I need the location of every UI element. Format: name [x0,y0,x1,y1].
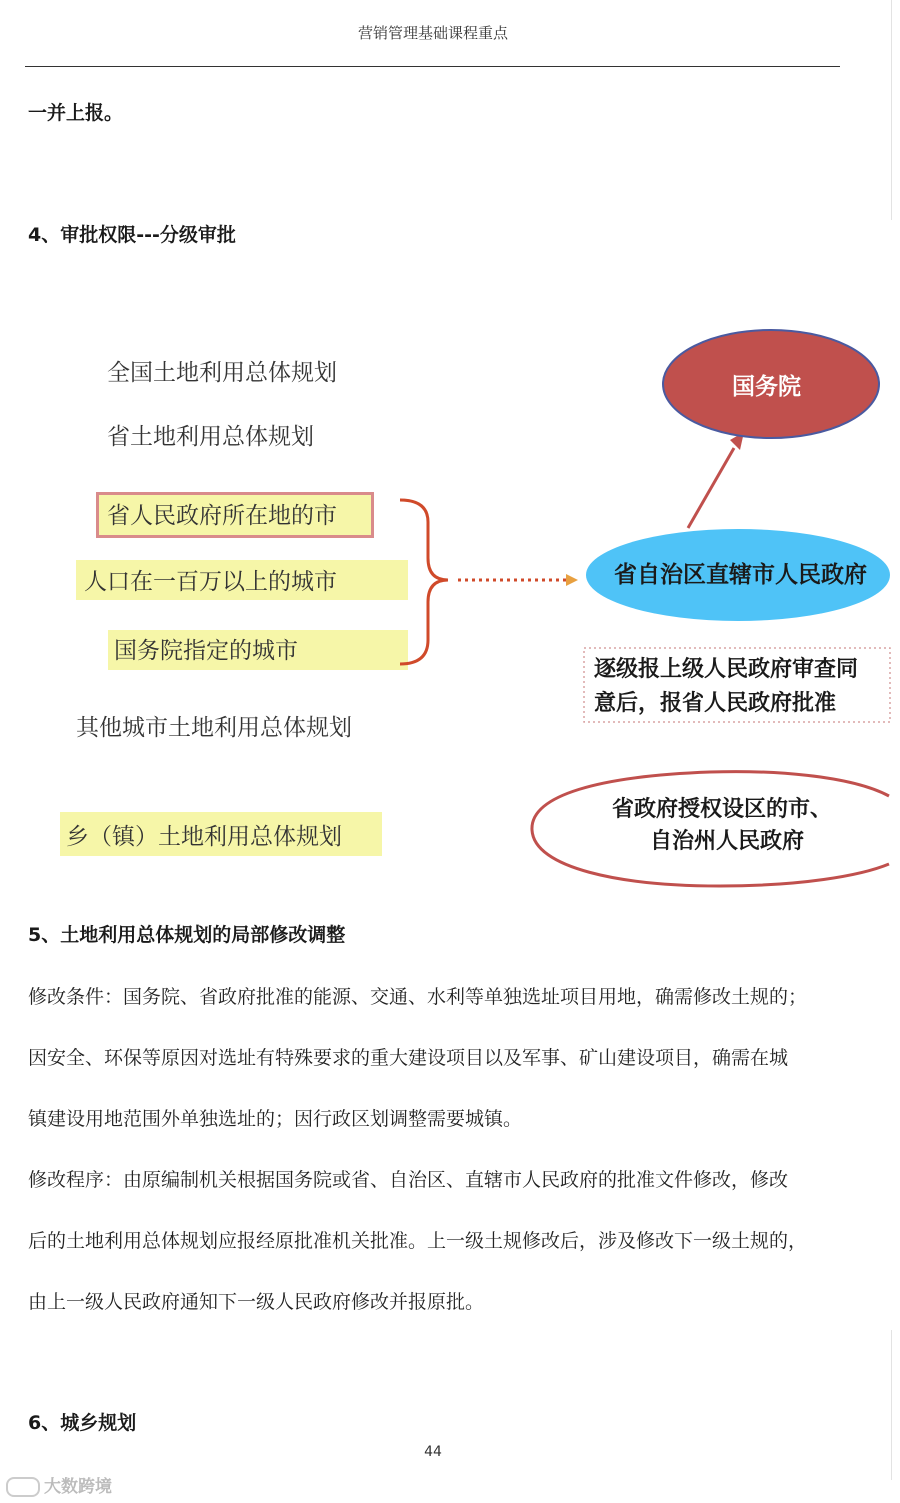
section5-line: 因安全、环保等原因对选址有特殊要求的重大建设项目以及军事、矿山建设项目，确需在城 [28,1047,789,1069]
plan-township: 乡（镇）土地利用总体规划 [66,824,342,850]
page-number: 44 [424,1444,442,1460]
plan-national: 全国土地利用总体规划 [107,360,337,386]
city-designated: 国务院指定的城市 [114,638,298,664]
page-edge [891,0,892,220]
note-stepwise-line2: 意后，报省人民政府批准 [594,691,837,716]
section5-line: 后的土地利用总体规划应报经原批准机关批准。上一级土规修改后，涉及修改下一级土规的， [28,1230,808,1252]
section5-line: 修改程序：由原编制机关根据国务院或省、自治区、直辖市人民政府的批准文件修改，修改 [28,1169,789,1191]
node-authorized-line2: 自治州人民政府 [650,829,805,854]
page-edge [891,1330,892,1480]
brace [400,500,448,664]
node-authorized-line1: 省政府授权设区的市、 [612,797,833,822]
section4-heading: 4、审批权限---分级审批 [28,224,236,246]
section5-line: 由上一级人民政府通知下一级人民政府修改并报原批。 [28,1291,485,1313]
watermark-logo-icon [6,1477,40,1497]
header-rule [25,66,840,67]
node-state-council: 国务院 [732,374,801,400]
intro-line: 一并上报。 [28,102,124,124]
up-arrow-line [688,448,734,528]
note-stepwise-line1: 逐级报上级人民政府审查同 [594,657,859,682]
dotted-arrow-head [566,574,578,586]
plan-provincial: 省土地利用总体规划 [107,424,314,450]
section5-heading: 5、土地利用总体规划的局部修改调整 [28,924,346,946]
section6-heading: 6、城乡规划 [28,1412,137,1434]
city-million: 人口在一百万以上的城市 [84,569,337,595]
city-provincial-capital: 省人民政府所在地的市 [107,503,337,529]
watermark [6,1472,112,1497]
node-provincial-gov: 省自治区直辖市人民政府 [614,562,867,588]
section5-line: 修改条件：国务院、省政府批准的能源、交通、水利等单独选址项目用地，确需修改土规的； [28,986,808,1008]
plan-other-cities: 其他城市土地利用总体规划 [76,715,352,741]
section5-line: 镇建设用地范围外单独选址的；因行政区划调整需要城镇。 [28,1108,523,1130]
header-title: 营销管理基础课程重点 [357,24,508,42]
watermark-text: 大数跨境 [44,1477,112,1497]
